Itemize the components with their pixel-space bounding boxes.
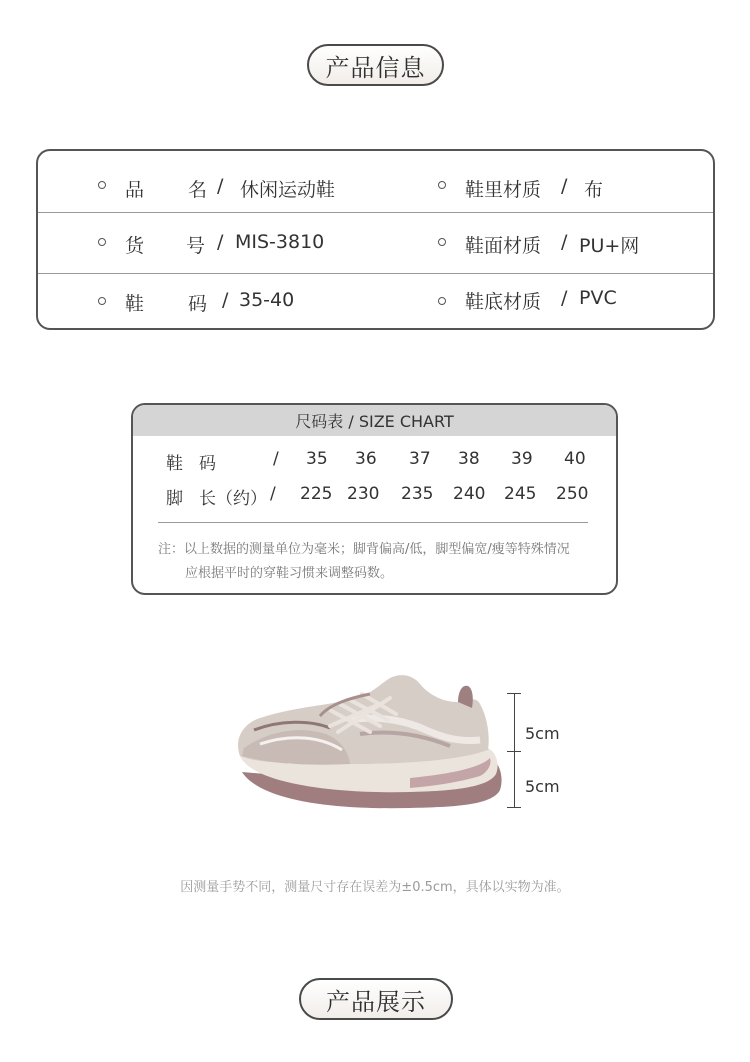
foot-length-value: 230 xyxy=(347,484,380,504)
size-note-line: 注：以上数据的测量单位为毫米；脚背偏高/低，脚型偏宽/瘦等特殊情况 xyxy=(158,542,570,557)
info-separator: / xyxy=(561,175,568,197)
info-label-part: 品 xyxy=(125,179,145,201)
bullet-icon xyxy=(98,297,106,305)
info-value: PU+网 xyxy=(579,235,640,257)
info-separator: / xyxy=(217,175,224,197)
size-value: 37 xyxy=(409,449,431,469)
product-info-table xyxy=(36,149,715,330)
foot-length-value: 235 xyxy=(401,484,434,504)
info-row xyxy=(38,273,713,330)
info-separator: / xyxy=(561,231,568,253)
product-display-section-title xyxy=(299,978,453,1020)
product-display-title-text: 产品展示 xyxy=(326,987,426,1016)
size-chart xyxy=(131,403,618,595)
product-info-section-title xyxy=(307,44,444,86)
upper-height-label: 5cm xyxy=(525,724,560,743)
info-row xyxy=(38,212,713,272)
size-value: 38 xyxy=(458,449,480,469)
size-row-label-part: 鞋 xyxy=(166,454,183,474)
size-value: 39 xyxy=(511,449,533,469)
size-value: 40 xyxy=(564,449,586,469)
info-value: 布 xyxy=(584,179,604,201)
info-label: 鞋底材质 xyxy=(465,291,542,313)
size-row-separator: / xyxy=(273,449,279,469)
info-row xyxy=(38,151,713,210)
size-chart-title: 尺码表 / SIZE CHART xyxy=(295,412,454,431)
info-value: 35-40 xyxy=(239,289,295,311)
info-value: MIS-3810 xyxy=(235,231,325,253)
foot-length-value: 225 xyxy=(300,484,333,504)
measurement-disclaimer: 因测量手势不同，测量尺寸存在误差为±0.5cm，具体以实物为准。 xyxy=(180,880,570,895)
foot-length-value: 250 xyxy=(556,484,589,504)
product-info-title-text: 产品信息 xyxy=(325,53,426,82)
size-row-label-part: 码 xyxy=(199,454,216,474)
info-label-part: 名 xyxy=(188,179,208,201)
size-value: 36 xyxy=(355,449,377,469)
size-value: 35 xyxy=(306,449,328,469)
info-label-part: 货 xyxy=(125,235,145,257)
info-value: PVC xyxy=(579,287,617,309)
info-label: 鞋里材质 xyxy=(465,179,542,201)
foot-length-value: 240 xyxy=(453,484,486,504)
shoe-image xyxy=(230,660,510,820)
measure-tick-bottom xyxy=(507,807,521,808)
bullet-icon xyxy=(438,238,446,246)
info-separator: / xyxy=(217,231,224,253)
size-chart-divider xyxy=(158,522,588,523)
info-label-part: 鞋 xyxy=(125,293,145,315)
bullet-icon xyxy=(438,181,446,189)
info-separator: / xyxy=(222,289,229,311)
measure-tick-middle xyxy=(507,751,521,752)
info-label: 鞋面材质 xyxy=(465,235,542,257)
sole-height-label: 5cm xyxy=(525,777,560,796)
size-row-label-part: 脚 xyxy=(166,489,183,509)
bullet-icon xyxy=(98,238,106,246)
bullet-icon xyxy=(438,297,446,305)
size-chart-header xyxy=(133,405,616,436)
size-row-label-part: 长（约） xyxy=(199,489,267,509)
size-note-line: 应根据平时的穿鞋习惯来调整码数。 xyxy=(185,566,394,581)
measure-tick-top xyxy=(507,693,521,694)
foot-length-value: 245 xyxy=(504,484,537,504)
info-label-part: 码 xyxy=(188,293,208,315)
info-value: 休闲运动鞋 xyxy=(240,179,336,201)
info-separator: / xyxy=(561,287,568,309)
info-label-part: 号 xyxy=(186,235,206,257)
size-row-separator: / xyxy=(270,484,276,504)
bullet-icon xyxy=(98,181,106,189)
